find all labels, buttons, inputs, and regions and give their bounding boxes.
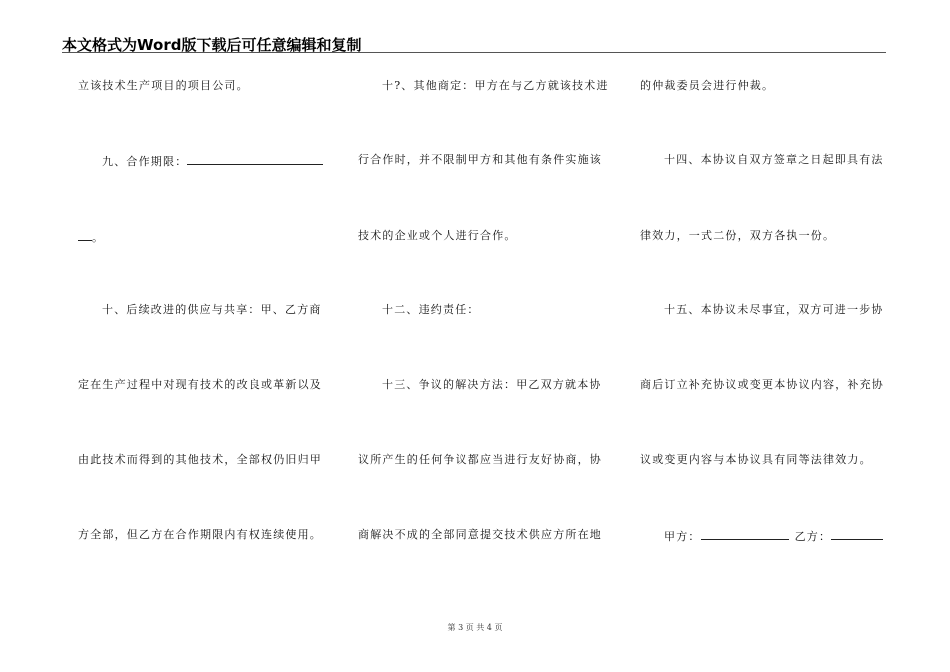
- paragraph-line: 十四、本协议自双方签章之日起即具有法: [664, 153, 884, 166]
- paragraph-line: 由此技术而得到的其他技术，全部权仍旧归甲: [78, 453, 322, 466]
- document-header-title: 本文格式为Word版下载后可任意编辑和复制: [62, 36, 362, 54]
- paragraph-line: 方全部，但乙方在合作期限内有权连续使用。: [78, 528, 322, 541]
- clause-text: 。: [92, 231, 105, 244]
- paragraph-line: 立该技术生产项目的项目公司。: [78, 79, 249, 92]
- paragraph-line: [78, 153, 323, 169]
- paragraph-line: 十、后续改进的供应与共享：甲、乙方商: [102, 303, 322, 316]
- page-number: 第 3 页 共 4 页: [447, 623, 503, 632]
- party-a-blank: [701, 528, 789, 540]
- fill-blank: [78, 229, 92, 241]
- paragraph-line: 的仲裁委员会进行仲裁。: [640, 79, 775, 92]
- paragraph-line: 十三、争议的解决方法：甲乙双方就本协: [382, 378, 602, 391]
- paragraph-line: 技术的企业或个人进行合作。: [358, 229, 517, 242]
- paragraph-line: 议或变更内容与本协议具有同等法律效力。: [640, 453, 872, 466]
- signature-line: [640, 528, 883, 544]
- paragraph-line: 行合作时，并不限制甲方和其他有条件实施该: [358, 153, 602, 166]
- paragraph-line: 十?、其他商定：甲方在与乙方就该技术进: [382, 79, 609, 92]
- party-b-label: 乙方：: [794, 530, 832, 543]
- clause-label: 九、合作期限：: [102, 155, 188, 168]
- text-column-3: [640, 0, 886, 672]
- paragraph-line: 十二、违约责任：: [382, 303, 480, 316]
- paragraph-line: 商后订立补充协议或变更本协议内容，补充协: [640, 378, 884, 391]
- fill-blank: [187, 153, 323, 165]
- party-a-label: 甲方：: [664, 530, 701, 543]
- paragraph-line: [78, 229, 104, 245]
- party-b-blank: [831, 528, 883, 540]
- text-column-1: [78, 0, 324, 672]
- paragraph-line: 定在生产过程中对现有技术的改良或革新以及: [78, 378, 322, 391]
- text-column-2: [358, 0, 609, 672]
- paragraph-line: 律效力，一式二份，双方各执一份。: [640, 229, 836, 242]
- paragraph-line: 十五、本协议未尽事宜，双方可进一步协: [664, 303, 884, 316]
- paragraph-line: 议所产生的任何争议都应当进行友好协商，协: [358, 453, 602, 466]
- paragraph-line: 商解决不成的全部同意提交技术供应方所在地: [358, 528, 602, 541]
